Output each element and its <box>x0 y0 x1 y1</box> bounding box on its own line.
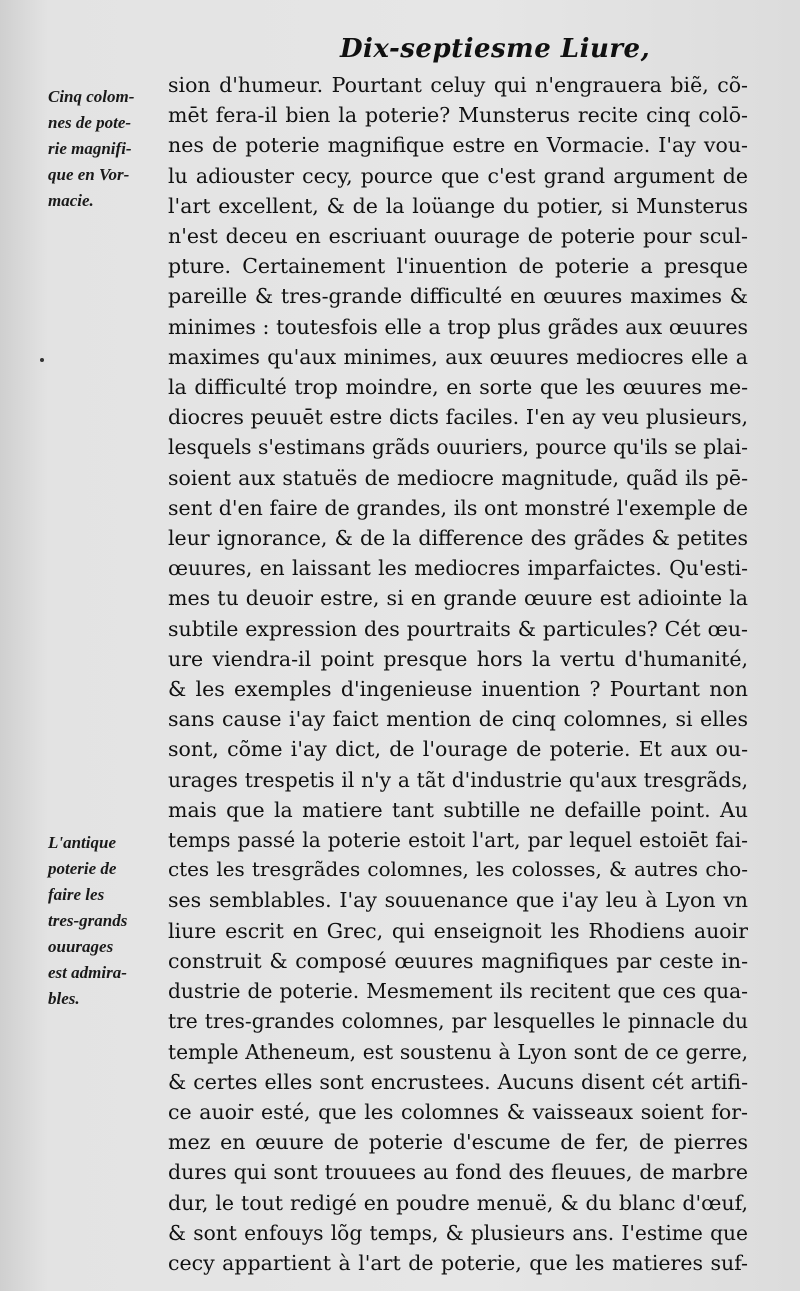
margin-note-cinq-colomnes <box>48 84 160 214</box>
margin-note-line: Cinq colom- <box>48 87 135 106</box>
text-line: soient aux statuës de mediocre magnitude, quãd ils pē- <box>168 465 748 490</box>
text-line: mēt fera-il bien la poterie? Munsterus recite cinq colō- <box>168 103 748 128</box>
text-line: & les exemples d'ingenieuse inuention ? Pourtant non <box>168 677 748 702</box>
text-line: leur ignorance, & de la difference des grãdes & petites <box>168 526 748 551</box>
ink-speck <box>40 358 44 362</box>
text-line: sont, cõme i'ay dict, de l'ourage de poterie. Et aux ou- <box>168 737 748 762</box>
text-line: l'art excellent, & de la loüange du potier, si Munsterus <box>168 193 748 218</box>
text-line: lu adiouster cecy, pource que c'est grand argument de <box>168 163 748 188</box>
text-line: n'est deceu en escriuant ouurage de poterie pour scul- <box>168 224 748 249</box>
text-line: tre tres-grandes colomnes, par lesquelles le pinnacle du <box>168 1009 748 1034</box>
margin-note-line: L'antique <box>48 833 117 852</box>
margin-note-line: faire les <box>48 885 105 904</box>
text-line: ure viendra-il point presque hors la vertu d'humanité, <box>168 646 748 671</box>
text-line: mes tu deuoir estre, si en grande œuure est adiointe la <box>168 586 748 611</box>
margin-note-line: bles. <box>48 989 80 1008</box>
text-line: construit & composé œuures magnifiques par ceste in- <box>168 948 748 973</box>
margin-note-line: rie magnifi- <box>48 139 132 158</box>
text-line: liure escrit en Grec, qui enseignoit les Rhodiens auoir <box>168 918 748 943</box>
margin-note-line: tres-grands <box>48 911 128 930</box>
text-line: mais que la matiere tant subtille ne defaille point. Au <box>168 797 748 822</box>
text-line: subtile expression des pourtraits & particules? Cét œu- <box>168 616 748 641</box>
margin-note-line: ouurages <box>48 937 114 956</box>
text-line: dur, le tout redigé en poudre menuë, & du blanc d'œuf, <box>168 1190 748 1215</box>
text-line: & sont enfouys lõg temps, & plusieurs ans. I'estime que <box>168 1220 748 1245</box>
text-line: minimes : toutesfois elle a trop plus grãdes aux œuures <box>168 314 748 339</box>
text-line: sent d'en faire de grandes, ils ont monstré l'exemple de <box>168 495 748 520</box>
text-line: maximes qu'aux minimes, aux œuures mediocres elle a <box>168 344 748 369</box>
text-line: mez en œuure de poterie d'escume de fer, de pierres <box>168 1130 748 1155</box>
text-line: lesquels s'estimans grãds ouuriers, pource qu'ils se plai- <box>168 435 748 460</box>
margin-note-line: poterie de <box>48 859 117 878</box>
margin-note-line: que en Vor- <box>48 165 130 184</box>
text-line: dures qui sont trouuees au fond des fleuues, de marbre <box>168 1160 748 1185</box>
margin-note-line: nes de pote- <box>48 113 132 132</box>
text-line: pareille & tres-grande difficulté en œuures maximes & <box>168 284 748 309</box>
margin-note-line: est admira- <box>48 963 127 982</box>
text-line: ses semblables. I'ay souuenance que i'ay leu à Lyon vn <box>168 888 748 913</box>
margin-note-antique-poterie <box>48 830 160 1012</box>
running-head: Dix-septiesme Liure, <box>340 34 651 64</box>
text-line: temple Atheneum, est soustenu à Lyon sont de ce gerre, <box>168 1039 748 1064</box>
text-line: dustrie de poterie. Mesmement ils recitent que ces qua- <box>168 979 748 1004</box>
text-line: temps passé la poterie estoit l'art, par lequel estoiēt fai- <box>168 828 748 853</box>
text-line: sans cause i'ay faict mention de cinq colomnes, si elles <box>168 707 748 732</box>
main-text-block <box>168 70 748 1278</box>
text-line: nes de poterie magnifique estre en Vormacie. I'ay vou- <box>168 133 748 158</box>
text-line: sion d'humeur. Pourtant celuy qui n'engrauera biẽ, cõ- <box>168 73 748 97</box>
margin-note-line: macie. <box>48 191 94 210</box>
text-line: ce auoir esté, que les colomnes & vaisseaux soient for- <box>168 1099 748 1124</box>
text-line: urages trespetis il n'y a tãt d'industrie qu'aux tresgrãds, <box>168 767 748 792</box>
text-line: ctes les tresgrãdes colomnes, les colosses, & autres cho- <box>168 858 748 882</box>
text-line: pture. Certainement l'inuention de poterie a presque <box>168 254 748 279</box>
text-line: la difficulté trop moindre, en sorte que les œuures me- <box>168 375 748 400</box>
text-line: œuures, en laissant les mediocres imparfaictes. Qu'esti- <box>168 556 748 581</box>
text-line: & certes elles sont encrustees. Aucuns disent cét artifi- <box>168 1069 748 1094</box>
text-line: diocres peuuēt estre dicts faciles. I'en ay veu plusieurs, <box>168 405 748 430</box>
text-line: cecy appartient à l'art de poterie, que les matieres suf- <box>168 1250 748 1275</box>
